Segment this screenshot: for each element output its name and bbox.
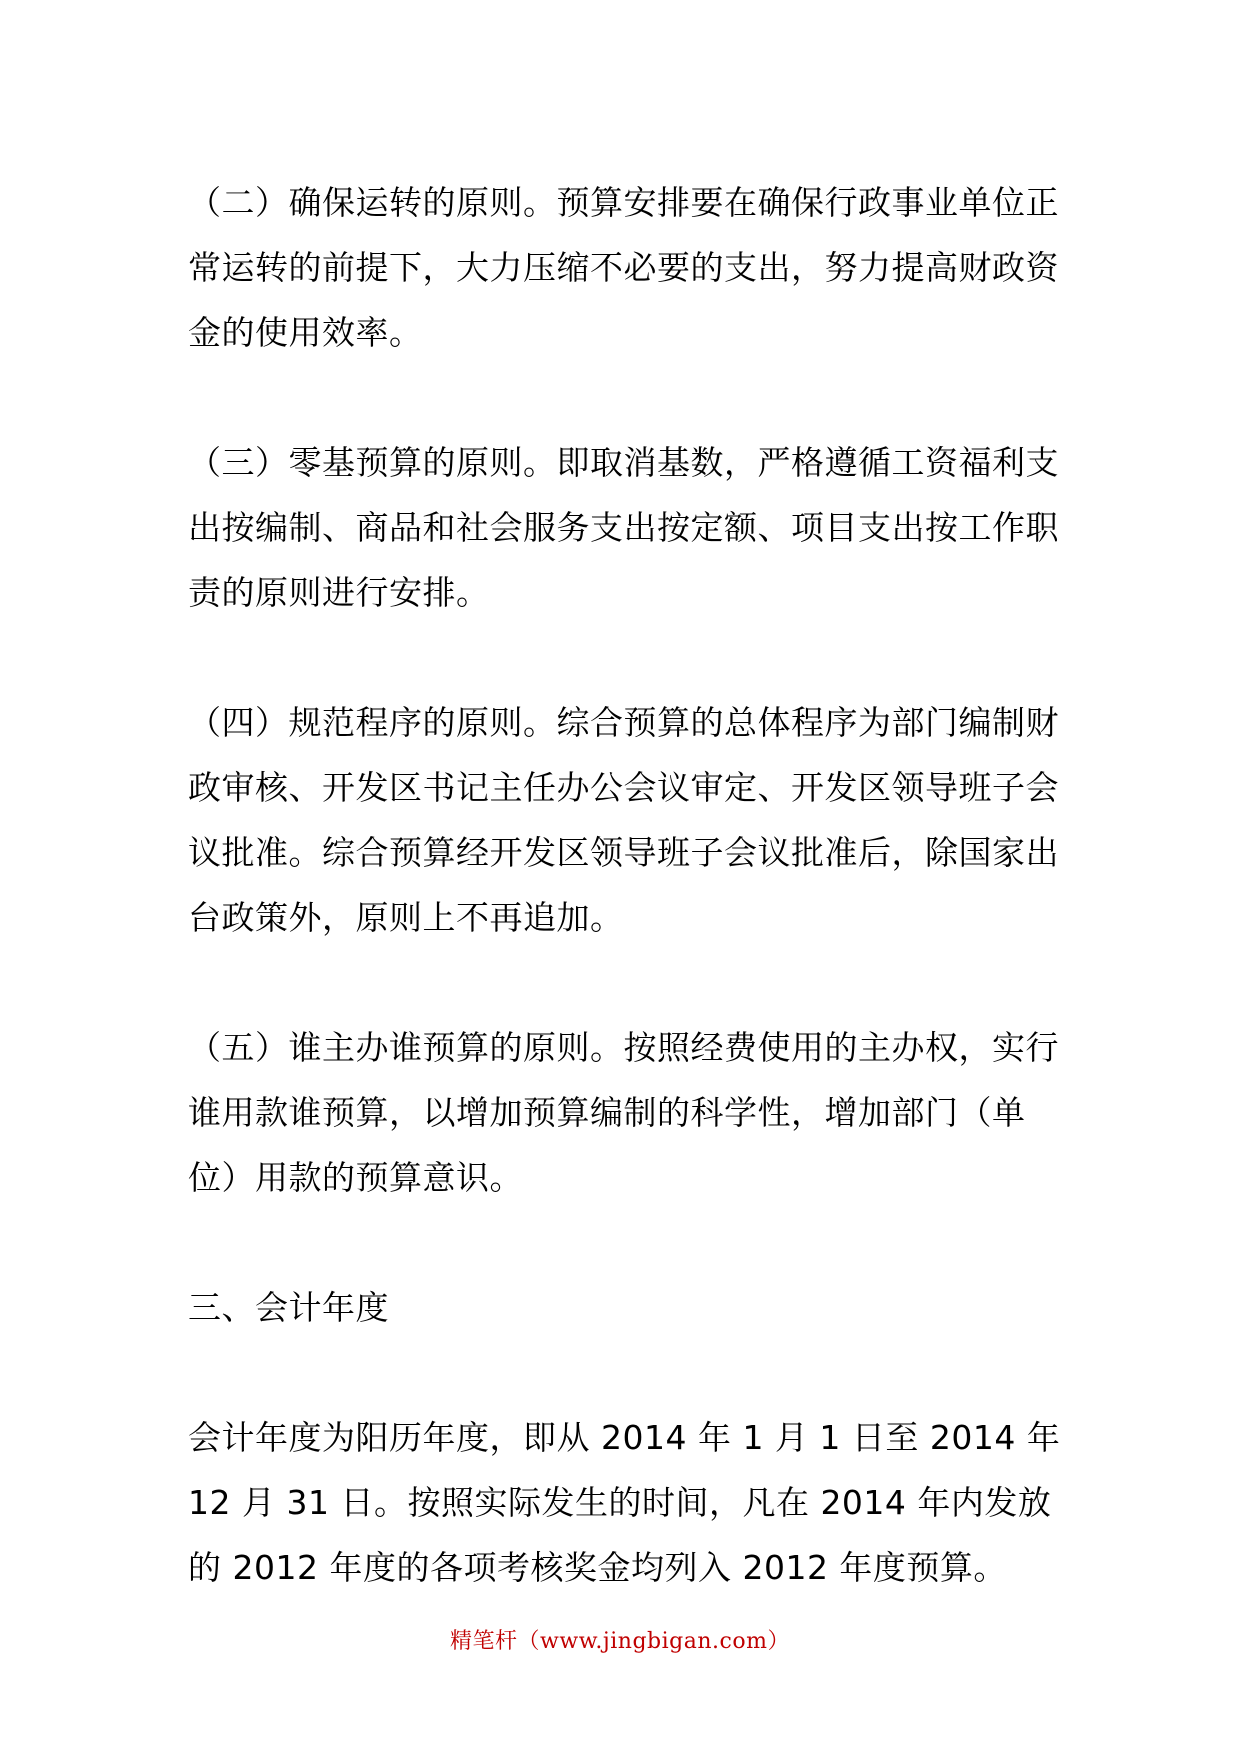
footer-watermark-text: 精笔杆（www.jingbigan.com） <box>450 1629 790 1654</box>
paragraph-principle-5: （五）谁主办谁预算的原则。按照经费使用的主办权，实行谁用款谁预算，以增加预算编制的科学性，增加部门（单位）用款的预算意识。 <box>188 1028 1059 1197</box>
paragraph-gap <box>188 365 1068 430</box>
paragraph-gap <box>188 625 1068 690</box>
paragraph-gap <box>188 1210 1068 1275</box>
paragraph-gap <box>188 950 1068 1015</box>
paragraph-fiscal-year: 会计年度为阳历年度，即从 2014 年 1 月 1 日至 2014 年 12 月 31 日。按照实际发生的时间，凡在 2014 年内发放的 2012 年度的各项考核奖金均列入 2012 年度预算。 <box>188 1418 1072 1587</box>
paragraph-gap <box>188 1340 1068 1405</box>
paragraph-principle-4: （四）规范程序的原则。综合预算的总体程序为部门编制财政审核、开发区书记主任办公会议审定、开发区领导班子会议批准。综合预算经开发区领导班子会议批准后，除国家出台政策外，原则上不再追加。 <box>188 703 1059 937</box>
document-body <box>188 170 1072 1600</box>
section-heading-fiscal-year: 三、会计年度 <box>188 1288 389 1327</box>
paragraph-principle-3: （三）零基预算的原则。即取消基数，严格遵循工资福利支出按编制、商品和社会服务支出按定额、项目支出按工作职责的原则进行安排。 <box>188 443 1059 612</box>
paragraph-principle-2: （二）确保运转的原则。预算安排要在确保行政事业单位正常运转的前提下，大力压缩不必要的支出，努力提高财政资金的使用效率。 <box>188 183 1059 352</box>
